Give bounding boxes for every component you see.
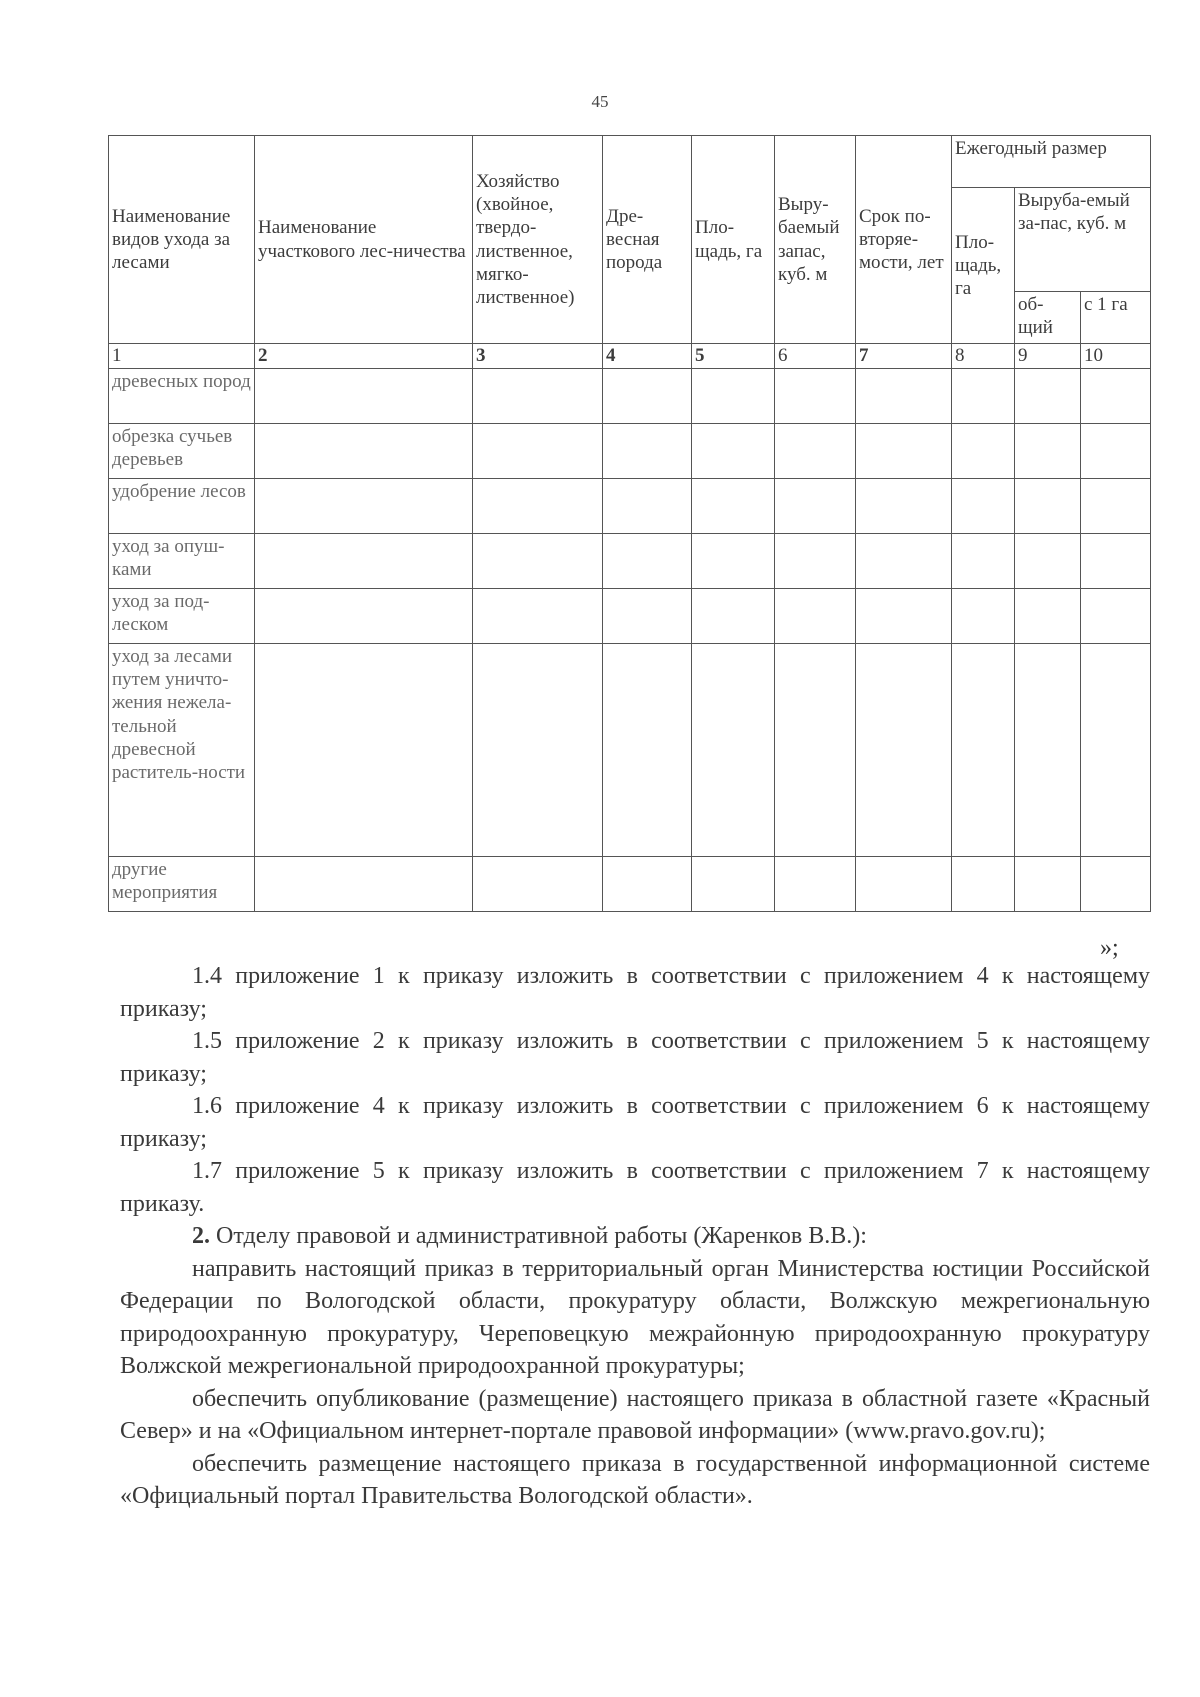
column-number: 4 — [603, 344, 692, 369]
item-text: приложение 1 к приказу изложить в соответствии с приложением 4 к настоящему приказу; — [120, 963, 1151, 1022]
table-cell — [856, 857, 952, 912]
column-number: 1 — [109, 344, 255, 369]
table-cell — [473, 534, 603, 589]
column-numbers-row — [109, 344, 1151, 369]
table-cell — [692, 857, 775, 912]
table-cell — [1015, 644, 1081, 857]
table-cell — [603, 534, 692, 589]
table-row — [109, 857, 1151, 912]
table-cell — [692, 479, 775, 534]
table-cell — [856, 369, 952, 424]
page-number: 45 — [591, 92, 609, 111]
table-row — [109, 589, 1151, 644]
item-text: приложение 2 к приказу изложить в соответствии с приложением 5 к настоящему приказу; — [120, 1028, 1151, 1087]
header-annual-volume: Выруба-емый за-пас, куб. м — [1015, 188, 1151, 292]
table-row — [109, 644, 1151, 857]
table-cell — [952, 589, 1015, 644]
table-cell — [952, 369, 1015, 424]
header-forestry-district: Наименование участкового лес-ничества — [255, 136, 473, 344]
table-cell — [603, 369, 692, 424]
table-cell — [775, 369, 856, 424]
item-number: 1.7 — [192, 1158, 222, 1184]
table-cell — [952, 479, 1015, 534]
header-annual-size: Ежегодный размер — [952, 136, 1151, 188]
table-row — [109, 534, 1151, 589]
table-cell — [1081, 479, 1151, 534]
column-number: 6 — [775, 344, 856, 369]
table-cell — [1015, 424, 1081, 479]
item-text: Отделу правовой и административной работы (Жаренков В.В.): — [216, 1223, 867, 1249]
table-row — [109, 424, 1151, 479]
table-cell — [856, 644, 952, 857]
table-cell — [473, 644, 603, 857]
table-cell — [473, 857, 603, 912]
column-number: 7 — [856, 344, 952, 369]
table-cell — [1015, 369, 1081, 424]
header-tree-species: Дре-весная порода — [603, 136, 692, 344]
header-harvest-volume: Выру-баемый запас, куб. м — [775, 136, 856, 344]
table-cell — [692, 369, 775, 424]
item-1-4 — [120, 960, 1150, 1025]
table-cell — [603, 479, 692, 534]
table-cell — [952, 644, 1015, 857]
instruction-place: обеспечить размещение настоящего приказа в государственной информационной системе «Официальный портал Правительства Вологодской области». — [120, 1450, 1150, 1509]
table-cell — [692, 424, 775, 479]
column-number: 3 — [473, 344, 603, 369]
table-cell — [1015, 479, 1081, 534]
instruction-send: направить настоящий приказ в территориальный орган Министерства юстиции Российской Федерации по Вологодской области, прокуратуру области, Волжскую межрегиональную природоохранную прокуратуру, Череповецкую межрайонную природоохранную прокуратуру Волжской межрегиональной природоохранной прокуратуры; — [120, 1255, 1150, 1379]
table-cell — [255, 369, 473, 424]
table-cell — [255, 857, 473, 912]
table-cell — [1015, 857, 1081, 912]
table-header — [109, 136, 1151, 369]
column-number: 8 — [952, 344, 1015, 369]
table-cell — [952, 424, 1015, 479]
closing-quote: »; — [1100, 935, 1119, 961]
table-cell — [255, 644, 473, 857]
activity-name: уход за лесами путем уничто-жения нежела-тельной древесной раститель-ности — [109, 644, 255, 857]
table-cell — [255, 479, 473, 534]
table-cell — [856, 479, 952, 534]
column-number: 5 — [692, 344, 775, 369]
table-cell — [255, 534, 473, 589]
table-cell — [603, 644, 692, 857]
header-economy-type: Хозяйство (хвойное, твердо-лиственное, мягко-лиственное) — [473, 136, 603, 344]
table-cell — [775, 424, 856, 479]
table-cell — [473, 424, 603, 479]
table-cell — [1081, 644, 1151, 857]
activity-name: удобрение лесов — [109, 479, 255, 534]
activity-name: уход за под-леском — [109, 589, 255, 644]
table-cell — [692, 644, 775, 857]
table-cell — [1081, 424, 1151, 479]
column-number: 10 — [1081, 344, 1151, 369]
header-activity-type: Наименование видов ухода за лесами — [109, 136, 255, 344]
item-1-5 — [120, 1025, 1150, 1090]
table-cell — [1081, 369, 1151, 424]
amendment-items — [120, 960, 1150, 1513]
activity-name: уход за опуш-ками — [109, 534, 255, 589]
table-row — [109, 479, 1151, 534]
table-cell — [856, 534, 952, 589]
activity-name: древесных пород — [109, 369, 255, 424]
table-cell — [775, 479, 856, 534]
table-cell — [952, 857, 1015, 912]
item-number: 1.6 — [192, 1093, 222, 1119]
item-1-6 — [120, 1090, 1150, 1155]
table-cell — [255, 589, 473, 644]
item-number: 2. — [192, 1223, 210, 1249]
item-1-7 — [120, 1155, 1150, 1220]
table-cell — [473, 369, 603, 424]
header-area: Пло-щадь, га — [692, 136, 775, 344]
item-text: приложение 5 к приказу изложить в соответствии с приложением 7 к настоящему приказу. — [120, 1158, 1151, 1217]
forest-care-table — [108, 135, 1151, 912]
table-cell — [692, 534, 775, 589]
table-cell — [473, 479, 603, 534]
item-number: 1.5 — [192, 1028, 222, 1054]
table-row — [109, 369, 1151, 424]
column-number: 2 — [255, 344, 473, 369]
table-cell — [775, 857, 856, 912]
item-2 — [120, 1220, 1150, 1253]
table-cell — [1081, 589, 1151, 644]
table-cell — [1081, 857, 1151, 912]
item-number: 1.4 — [192, 963, 222, 989]
table-cell — [255, 424, 473, 479]
table-cell — [603, 424, 692, 479]
item-text: приложение 4 к приказу изложить в соответствии с приложением 6 к настоящему приказу; — [120, 1093, 1151, 1152]
activity-name: другие мероприятия — [109, 857, 255, 912]
table-body — [109, 369, 1151, 912]
table-cell — [775, 589, 856, 644]
instruction-publish: обеспечить опубликование (размещение) настоящего приказа в областной газете «Красный Север» и на «Официальном интернет-портале правовой информации» (www.pravo.gov.ru); — [120, 1385, 1150, 1444]
table-cell — [692, 589, 775, 644]
table-cell — [775, 534, 856, 589]
table-cell — [473, 589, 603, 644]
table-cell — [1015, 589, 1081, 644]
header-repeat-period: Срок по-вторяе-мости, лет — [856, 136, 952, 344]
table-cell — [856, 589, 952, 644]
table-cell — [1081, 534, 1151, 589]
table-cell — [603, 589, 692, 644]
activity-name: обрезка сучьев деревьев — [109, 424, 255, 479]
header-volume-per-ha: с 1 га — [1081, 292, 1151, 344]
header-annual-area: Пло-щадь, га — [952, 188, 1015, 344]
header-volume-total: об-щий — [1015, 292, 1081, 344]
column-number: 9 — [1015, 344, 1081, 369]
table-cell — [856, 424, 952, 479]
table-cell — [952, 534, 1015, 589]
table-cell — [1015, 534, 1081, 589]
table-cell — [603, 857, 692, 912]
table-cell — [775, 644, 856, 857]
